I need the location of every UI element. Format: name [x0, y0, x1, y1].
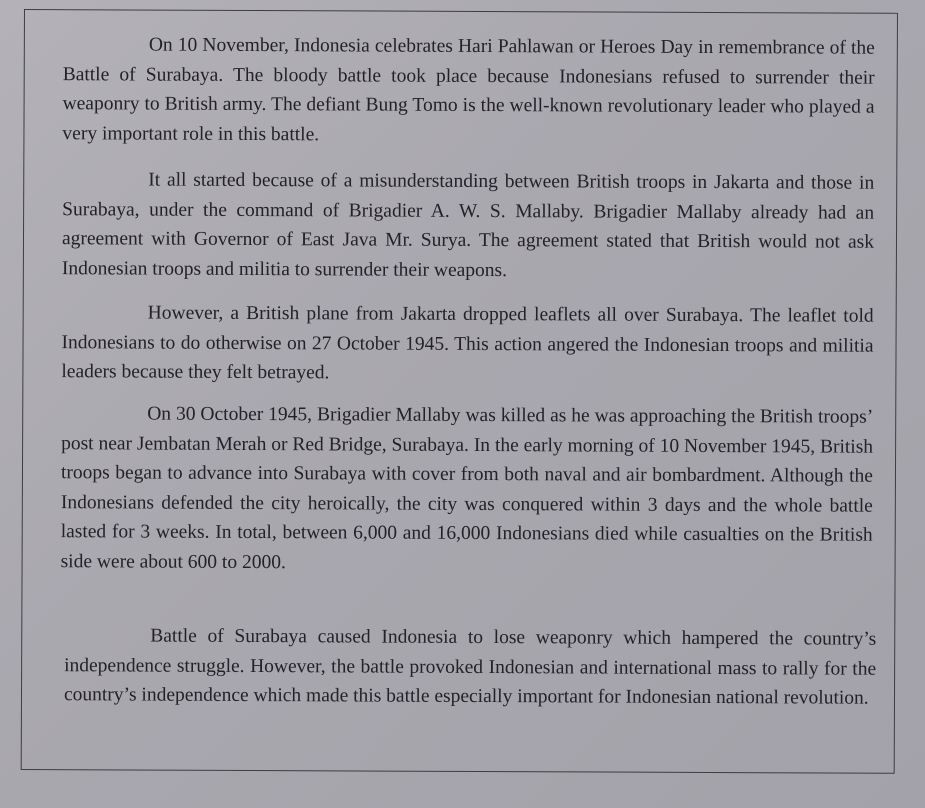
- paragraph-misunderstanding: It all started because of a misunderstanding between British troops in Jakarta and those in Surabaya, under the command of Brigadier A. W. S. Mallaby. Brigadier Mallaby already had an agreement with Governor of East Java Mr. Surya. The agreement stated that British would not ask Indonesian troops and militia to surrender their weapons.: [61, 169, 875, 281]
- text-box-frame: [21, 9, 898, 774]
- paragraph-consequences: Battle of Surabaya caused Indonesia to lose weaponry which hampered the country’s independence struggle. However, the battle provoked Indonesian and international mass to rally for the country’s independence which made this battle especially important for Indonesian national revolution.: [63, 625, 877, 709]
- paragraph-leaflets: However, a British plane from Jakarta dropped leaflets all over Surabaya. The leaflet told Indonesians to do otherwise on 27 October 1945. This action angered the Indonesian troops and militia leaders because they felt betrayed.: [61, 302, 874, 384]
- paragraph-battle-events: On 30 October 1945, Brigadier Mallaby was killed as he was approaching the British troops’ post near Jembatan Merah or Red Bridge, Surabaya. In the early morning of 10 November 1945, British troops began to advance into Surabaya with cover from both naval and air bombardment. Although the Indonesians defended the city heroically, the city was conquered within 3 days and the whole battle lasted for 3 weeks. In total, between 6,000 and 16,000 Indonesians died while casualties on the British side were about 600 to 2000.: [60, 403, 874, 573]
- paragraph-heroes-day: On 10 November, Indonesia celebrates Hari Pahlawan or Heroes Day in remembrance of the Battle of Surabaya. The bloody battle took place because Indonesians refused to surrender their weaponry to British army. The defiant Bung Tomo is the well-known revolutionary leader who played a very important role in this battle.: [62, 34, 875, 145]
